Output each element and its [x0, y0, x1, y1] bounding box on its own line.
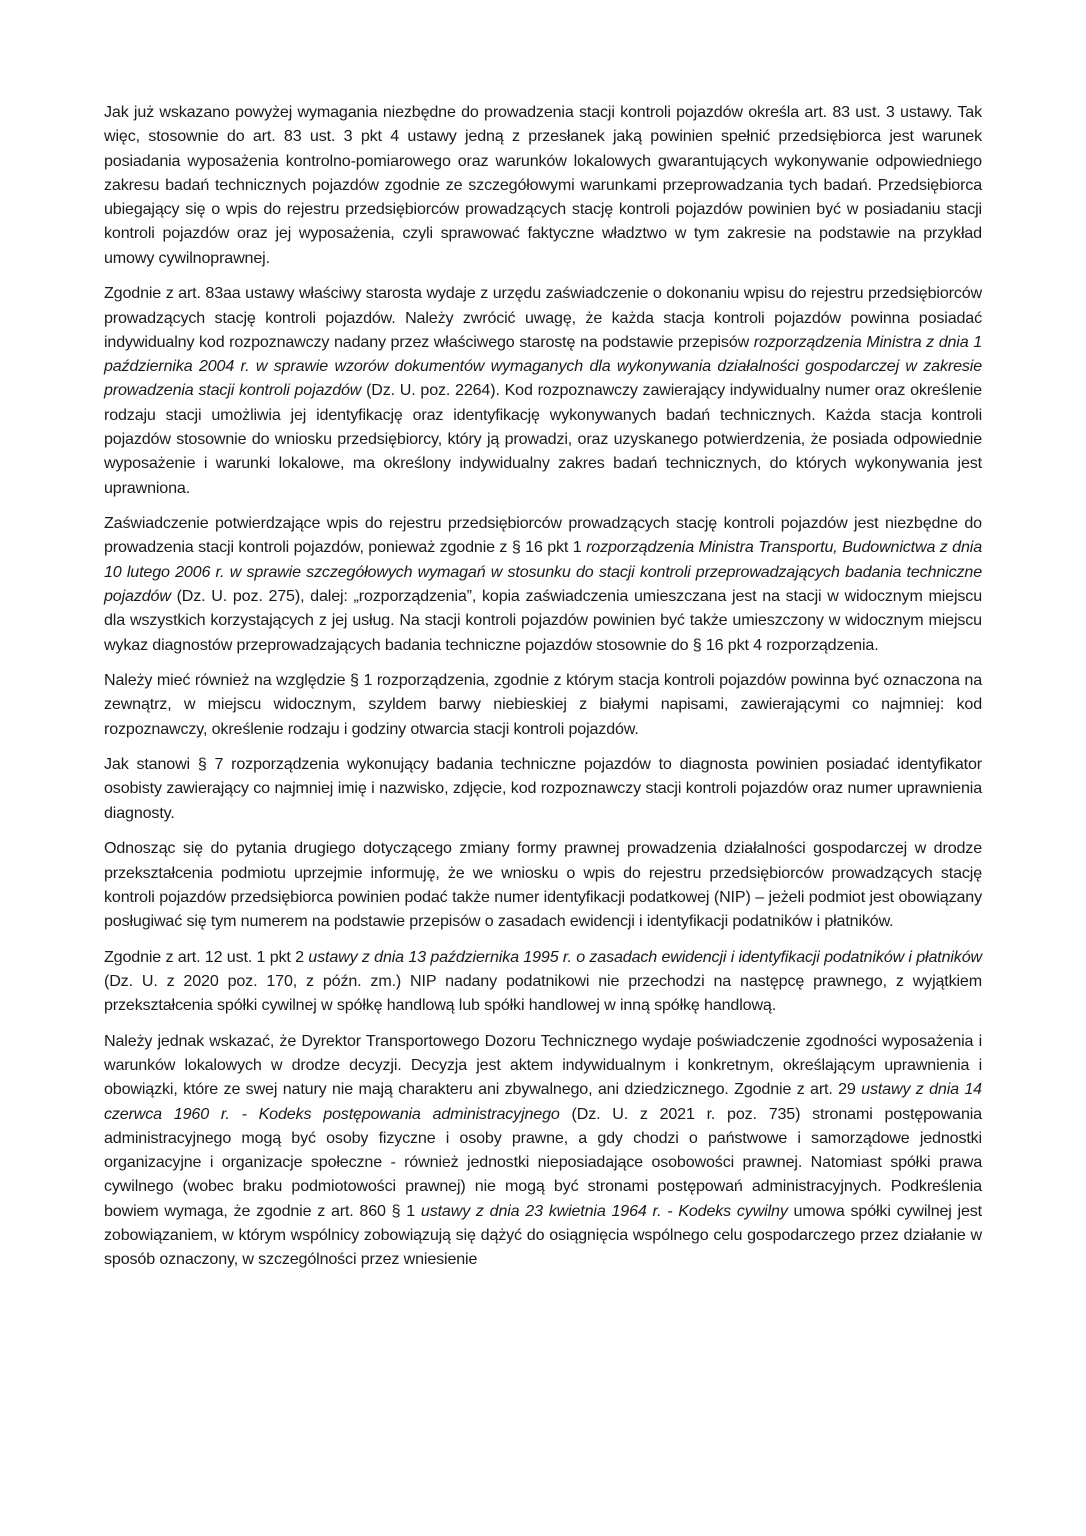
paragraph-text: Jak stanowi § 7 rozporządzenia wykonujący badania techniczne pojazdów to diagnosta powinien posiadać identyfikator osobisty zawierający co najmniej imię i nazwisko, zdjęcie, kod rozpoznawczy stacji kontroli pojazdów oraz numer uprawnienia diagnosty.	[104, 755, 982, 822]
paragraph-text: (Dz. U. poz. 275), dalej: „rozporządzenia”, kopia zaświadczenia umieszczana jest na stacji w widocznym miejscu dla wszystkich korzystających z jej usług. Na stacji kontroli pojazdów powinien być także umieszczony w widocznym miejscu wykaz diagnostów przeprowadzających badania techniczne pojazdów stosownie do § 16 pkt 4 rozporządzenia.	[104, 587, 982, 654]
paragraph-text: (Dz. U. z 2021 r. poz. 735) stronami postępowania administracyjnego mogą być osoby fizyczne i osoby prawne, a gdy chodzi o państwowe i samorządowe jednostki organizacyjne i organizacje społeczne - również jednostki nieposiadające osobowości prawnej. Natomiast spółki prawa cywilnego (wobec braku podmiotowości prawnej) nie mogą być stronami postępowań administracyjnych. Podkreślenia bowiem wymaga, że zgodnie z art. 860 § 1	[104, 1104, 982, 1220]
paragraph-registry-certificate	[104, 281, 982, 500]
legal-citation: rozporządzenia Ministra Transportu, Budownictwa z dnia 10 lutego 2006 r. w sprawie szczegółowych wymagań w stosunku do stacji kontroli przeprowadzających badania techniczne pojazdów	[104, 538, 983, 606]
paragraph-text: Zgodnie z art. 83aa ustawy właściwy starosta wydaje z urzędu zaświadczenie o dokonaniu wpisu do rejestru przedsiębiorców prowadzących stację kontroli pojazdów. Należy zwrócić uwagę, że każda stacja kontroli pojazdów powinna posiadać indywidualny kod rozpoznawczy nadany przez właściwego starostę na podstawie przepisów	[104, 284, 982, 351]
document-page	[104, 100, 982, 1283]
paragraph-station-requirements	[104, 100, 982, 270]
paragraph-text: Odnosząc się do pytania drugiego dotyczącego zmiany formy prawnej prowadzenia działalności gospodarczej w drodze przekształcenia podmiotu uprzejmie informuję, że we wniosku o wpis do rejestru przedsiębiorców prowadzących stację kontroli pojazdów przedsiębiorca powinien podać także numer identyfikacji podatkowej (NIP) – jeżeli podmiot jest obowiązany posługiwać się tym numerem na podstawie przepisów o zasadach ewidencji i identyfikacji podatników i płatników.	[104, 839, 982, 931]
paragraph-text: (Dz. U. poz. 2264). Kod rozpoznawczy zawierający indywidualny numer oraz określenie rodzaju stacji umożliwia jej identyfikację oraz identyfikację wykonywanych badań technicznych. Każda stacja kontroli pojazdów stosownie do wniosku przedsiębiorcy, który ją prowadzi, oraz uzyskanego potwierdzenia, że posiada odpowiednie wyposażenie i warunki lokalowe, ma określony indywidualny zakres badań technicznych, do których wykonywania jest uprawniona.	[104, 381, 982, 497]
paragraph-text: Należy mieć również na względzie § 1 rozporządzenia, zgodnie z którym stacja kontroli pojazdów powinna być oznaczona na zewnątrz, w miejscu widocznym, szyldem barwy niebieskiej z białymi napisami, zawierającymi co najmniej: kod rozpoznawczy, określenie rodzaju i godziny otwarcia stacji kontroli pojazdów.	[104, 671, 982, 738]
paragraph-legal-form-change	[104, 836, 982, 933]
paragraph-text: Należy jednak wskazać, że Dyrektor Transportowego Dozoru Technicznego wydaje poświadczenie zgodności wyposażenia i warunków lokalowych w drodze decyzji. Decyzja jest aktem indywidualnym i konkretnym, określającym uprawnienia i obowiązki, które ze swej natury nie mają charakteru ani zbywalnego, ani dziedzicznego. Zgodnie z art. 29	[104, 1031, 982, 1099]
paragraph-nip-succession	[104, 945, 982, 1018]
paragraph-certificate-display	[104, 511, 982, 657]
paragraph-station-sign	[104, 668, 982, 741]
paragraph-text: (Dz. U. z 2020 poz. 170, z późn. zm.) NIP nadany podatnikowi nie przechodzi na następcę prawnego, z wyjątkiem przekształcenia spółki cywilnej w spółkę handlową lub spółki handlowej w inną spółkę handlową.	[104, 971, 982, 1015]
paragraph-text: Jak już wskazano powyżej wymagania niezbędne do prowadzenia stacji kontroli pojazdów określa art. 83 ust. 3 ustawy. Tak więc, stosownie do art. 83 ust. 3 pkt 4 ustawy jedną z przesłanek jaką powinien spełnić przedsiębiorca jest warunek posiadania wyposażenia kontrolno-pomiarowego oraz warunków lokalowych gwarantujących wykonywanie odpowiedniego zakresu badań technicznych pojazdów zgodnie ze szczegółowymi warunkami przeprowadzania tych badań. Przedsiębiorca ubiegający się o wpis do rejestru przedsiębiorców prowadzących stację kontroli pojazdów powinien być w posiadaniu stacji kontroli pojazdów oraz jej wyposażenia, czyli sprawować faktyczne władztwo w tym zakresie na podstawie na przykład umowy cywilnoprawnej.	[104, 103, 982, 267]
paragraph-tdt-decision	[104, 1029, 982, 1272]
paragraph-text: Zaświadczenie potwierdzające wpis do rejestru przedsiębiorców prowadzących stację kontroli pojazdów jest niezbędne do prowadzenia stacji kontroli pojazdów, ponieważ zgodnie z § 16 pkt 1	[104, 514, 982, 557]
legal-citation: ustawy z dnia 13 października 1995 r. o zasadach ewidencji i identyfikacji podatników i płatników	[308, 947, 982, 966]
legal-citation: ustawy z dnia 14 czerwca 1960 r. - Kodeks postępowania administracyjnego	[104, 1080, 982, 1123]
legal-citation: rozporządzenia Ministra z dnia 1 października 2004 r. w sprawie wzorów dokumentów wymaganych dla wykonywania działalności gospodarczej w zakresie prowadzenia stacji kontroli pojazdów	[104, 332, 982, 400]
paragraph-text: umowa spółki cywilnej jest zobowiązaniem, w którym wspólnicy zobowiązują się dążyć do osiągnięcia wspólnego celu gospodarczego przez działanie w sposób oznaczony, w szczególności przez wniesienie	[104, 1201, 982, 1269]
legal-citation: ustawy z dnia 23 kwietnia 1964 r. - Kodeks cywilny	[420, 1201, 788, 1220]
paragraph-text: Zgodnie z art. 12 ust. 1 pkt 2	[104, 947, 309, 966]
paragraph-diagnostician-id	[104, 752, 982, 825]
